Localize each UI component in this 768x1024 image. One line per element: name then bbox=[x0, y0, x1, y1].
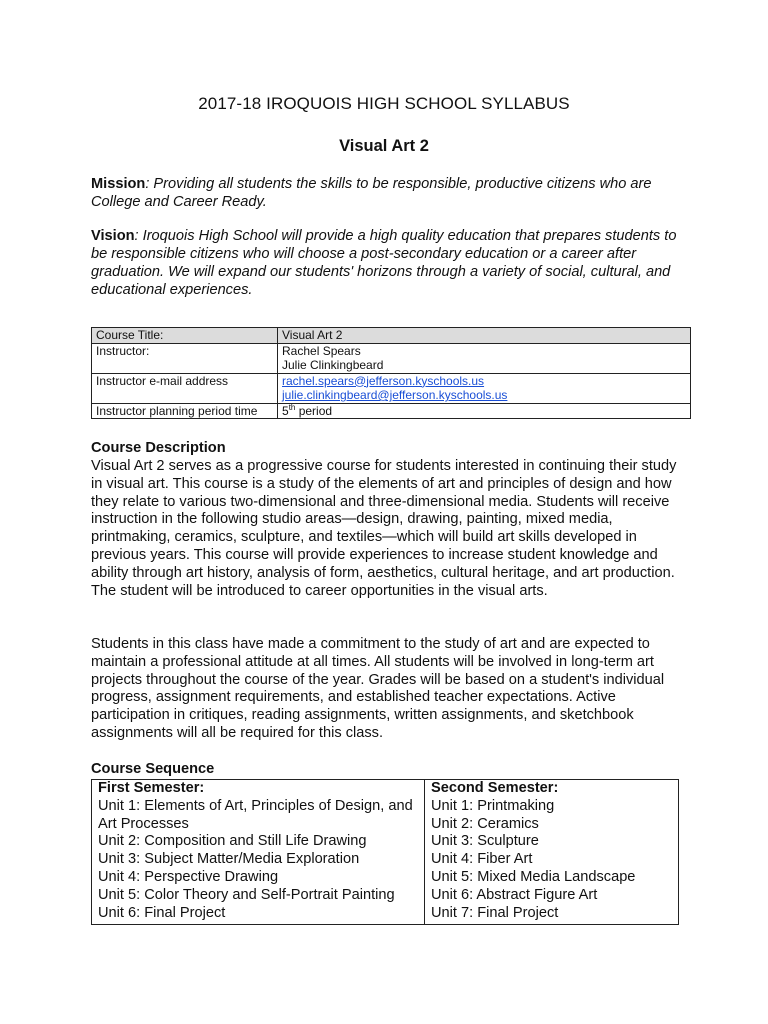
instructor-row bbox=[92, 343, 691, 373]
course-title-row bbox=[92, 328, 691, 344]
email-link-2[interactable]: julie.clinkingbeard@jefferson.kyschools.us bbox=[282, 388, 508, 402]
vision-text: : Iroquois High School will provide a high quality education that prepares students to be responsible citizens who will choose a post-secondary education or a career after graduation. We will expand our students' horizons through a variety of social, cultural, and educational experiences. bbox=[91, 228, 677, 298]
planning-row bbox=[92, 403, 691, 419]
course-sequence-table bbox=[91, 779, 679, 925]
course-title-label: Course Title: bbox=[92, 328, 278, 344]
planning-label: Instructor planning period time bbox=[92, 403, 278, 419]
first-semester-unit: Unit 6: Final Project bbox=[98, 904, 226, 921]
vision-label: Vision bbox=[91, 228, 135, 244]
planning-value bbox=[278, 403, 691, 419]
email-label: Instructor e-mail address bbox=[92, 373, 278, 403]
instructor-name-2: Julie Clinkingbeard bbox=[282, 358, 384, 372]
course-info-table bbox=[91, 327, 691, 419]
mission-text: : Providing all students the skills to be responsible, productive citizens who are College and Career Ready. bbox=[91, 176, 652, 210]
email-links bbox=[278, 373, 691, 403]
email-link-1[interactable]: rachel.spears@jefferson.kyschools.us bbox=[282, 373, 485, 388]
instructor-names bbox=[278, 343, 691, 373]
first-semester-unit: Unit 1: Elements of Art, Principles of Design, and Art Processes bbox=[98, 797, 413, 832]
course-description-paragraph-2: Students in this class have made a commitment to the study of art and are expected to maintain a professional attitude at all times. All students will be involved in long-term art projects throughout the course of the year. Grades will be based on a student's individual progress, assignment requirements, and established teacher expectations. Active participation in critiques, reading assignments, written assignments, and sketchbook assignments will all be required for this class. bbox=[91, 636, 665, 741]
second-semester-heading: Second Semester: bbox=[431, 780, 559, 796]
mission-statement bbox=[91, 175, 681, 211]
second-semester-cell bbox=[425, 780, 679, 925]
sequence-row bbox=[92, 780, 679, 925]
planning-number: 5 bbox=[282, 403, 289, 418]
course-title-value: Visual Art 2 bbox=[278, 328, 691, 344]
vision-statement bbox=[91, 227, 681, 299]
mission-label: Mission bbox=[91, 176, 146, 192]
second-semester-unit: Unit 1: Printmaking bbox=[431, 797, 555, 814]
instructor-name-1: Rachel Spears bbox=[282, 343, 361, 358]
second-semester-unit: Unit 5: Mixed Media Landscape bbox=[431, 868, 636, 885]
second-semester-unit: Unit 7: Final Project bbox=[431, 904, 559, 921]
page-title: 2017-18 IROQUOIS HIGH SCHOOL SYLLABUS bbox=[198, 94, 570, 113]
first-semester-unit: Unit 4: Perspective Drawing bbox=[98, 868, 279, 885]
second-semester-unit: Unit 3: Sculpture bbox=[431, 833, 539, 850]
second-semester-unit: Unit 2: Ceramics bbox=[431, 815, 539, 832]
planning-suffix: th bbox=[288, 402, 296, 412]
course-description-paragraph-1: Visual Art 2 serves as a progressive course for students interested in continuing their study in visual art. This course is a study of the elements of art and principles of design and how they relate to various two-dimensional and three-dimensional media. Students will receive instruction in the following studio areas—design, drawing, painting, mixed media, printmaking, ceramics, sculpture, and textiles—which will build art skills developed in previous years. This course will provide experiences to increase student knowledge and ability through art history, analysis of form, aesthetics, cultural heritage, and art production. The student will be introduced to career opportunities in the visual arts. bbox=[91, 458, 677, 599]
first-semester-unit: Unit 2: Composition and Still Life Drawing bbox=[98, 833, 367, 850]
instructor-label: Instructor: bbox=[92, 343, 278, 373]
course-description-heading: Course Description bbox=[91, 440, 226, 456]
first-semester-cell bbox=[92, 780, 425, 925]
planning-rest: period bbox=[295, 403, 333, 418]
first-semester-unit: Unit 3: Subject Matter/Media Exploration bbox=[98, 851, 360, 868]
course-sequence-heading: Course Sequence bbox=[91, 761, 215, 777]
first-semester-heading: First Semester: bbox=[98, 780, 205, 796]
second-semester-unit: Unit 6: Abstract Figure Art bbox=[431, 886, 598, 903]
course-subtitle: Visual Art 2 bbox=[339, 137, 429, 155]
first-semester-unit: Unit 5: Color Theory and Self-Portrait Painting bbox=[98, 886, 395, 903]
second-semester-unit: Unit 4: Fiber Art bbox=[431, 851, 533, 868]
email-row bbox=[92, 373, 691, 403]
